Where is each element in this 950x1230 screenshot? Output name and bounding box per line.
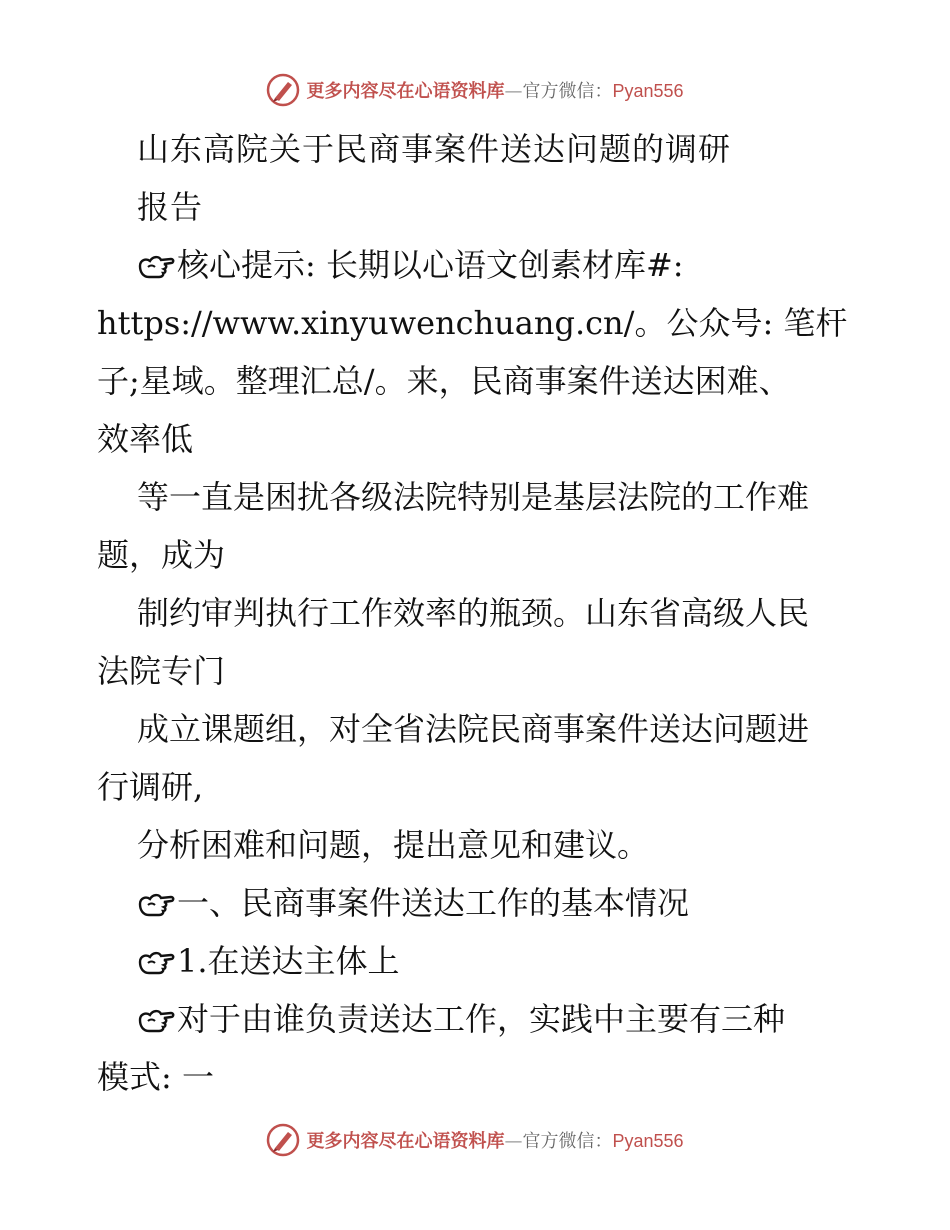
banner-text: [306, 1127, 683, 1153]
paragraph-line: 成立课题组，对全省法院民商事案件送达问题进: [137, 710, 810, 748]
paragraph-line: 子;星域。整理汇总/。来，民商事案件送达困难、: [97, 362, 791, 400]
banner-wechat-id: Pyan556: [612, 81, 684, 101]
hand-bullet-icon: [137, 1004, 177, 1034]
banner-wechat-id: Pyan556: [612, 1131, 684, 1151]
paragraph-line: 分析困难和问题，提出意见和建议。: [137, 826, 650, 864]
paragraph-line: 法院专门: [97, 652, 226, 690]
banner-text: [306, 77, 683, 103]
document-title-line-1: 山东高院关于民商事案件送达问题的调研: [137, 130, 732, 168]
banner-site-name: 更多内容尽在心语资料库: [306, 81, 505, 102]
pen-circle-logo-icon: [266, 73, 300, 107]
banner-wechat-label: 官方微信：: [522, 81, 613, 102]
paragraph-line: [97, 990, 857, 1048]
hand-bullet-icon: [137, 250, 177, 280]
section-heading: [97, 874, 857, 932]
paragraph-line: 等一直是困扰各级法院特别是基层法院的工作难: [137, 478, 810, 516]
footer-banner: [0, 1118, 950, 1162]
line-text: 核心提示: 长期以心语文创素材库#:: [177, 246, 684, 284]
banner-dash: —: [504, 1131, 523, 1152]
paragraph-line: 行调研,: [97, 768, 204, 806]
heading-text: 一、民商事案件送达工作的基本情况: [177, 884, 690, 922]
hand-bullet-icon: [137, 888, 177, 918]
subsection-heading: [97, 932, 857, 990]
paragraph-line: [97, 236, 857, 294]
hand-bullet-icon: [137, 946, 177, 976]
banner-site-name: 更多内容尽在心语资料库: [306, 1131, 505, 1152]
document-title-line-2: 报告: [137, 188, 204, 226]
pen-circle-logo-icon: [266, 1123, 300, 1157]
banner-wechat-label: 官方微信：: [522, 1131, 613, 1152]
paragraph-line: https://www.xinyuwenchuang.cn/。公众号: 笔杆: [97, 304, 848, 342]
paragraph-line: 模式: 一: [97, 1058, 214, 1096]
document-body: [97, 120, 857, 1106]
paragraph-line: 制约审判执行工作效率的瓶颈。山东省高级人民: [137, 594, 810, 632]
heading-text: 1.在送达主体上: [177, 942, 400, 980]
line-text: 对于由谁负责送达工作，实践中主要有三种: [177, 1000, 786, 1038]
paragraph-line: 效率低: [97, 420, 194, 458]
banner-dash: —: [504, 81, 523, 102]
paragraph-line: 题，成为: [97, 536, 226, 574]
header-banner: [0, 68, 950, 112]
